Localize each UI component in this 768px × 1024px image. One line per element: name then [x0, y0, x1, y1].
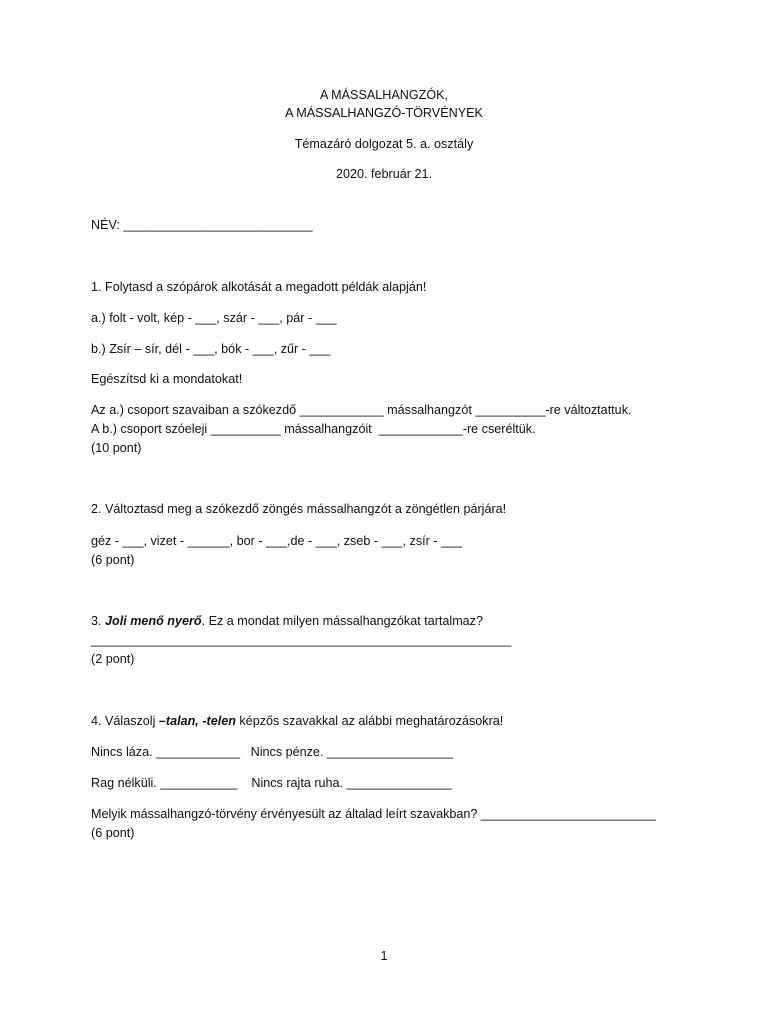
- task4-prompt: [91, 713, 503, 729]
- task4-suffix: képzős szavakkal az alábbi meghatározásokra!: [235, 714, 504, 728]
- task4-prefix: 4. Válaszolj: [91, 714, 159, 728]
- task1-sentence-2: A b.) csoport szóeleji __________ mássalhangzóit ____________-re cseréltük.: [91, 422, 536, 436]
- date: 2020. február 21.: [336, 167, 432, 181]
- task3-answer-line: ____________________________________________________________: [91, 633, 512, 647]
- task4-emphasis: –talan, -telen: [158, 714, 236, 728]
- task3-emphasis: Joli menő nyerő: [105, 614, 202, 628]
- task1-points: (10 pont): [91, 441, 142, 455]
- title-line-1: A MÁSSALHANGZÓK,: [319, 88, 449, 102]
- task3-prompt: [91, 613, 483, 629]
- task2-prompt: 2. Változtasd meg a szókezdő zöngés mássalhangzót a zöngétlen párjára!: [91, 502, 507, 516]
- task3-suffix: . Ez a mondat milyen mássalhangzókat tartalmaz?: [201, 614, 483, 628]
- task1-prompt: 1. Folytasd a szópárok alkotását a megadott példák alapján!: [91, 280, 427, 294]
- page-number: 1: [380, 949, 388, 963]
- task4-points: (6 pont): [91, 826, 135, 840]
- task2-row: géz - ___, vizet - ______, bor - ___,de - ___, zseb - ___, zsír - ___: [91, 534, 463, 548]
- task3-prefix: 3.: [91, 614, 106, 628]
- task2-points: (6 pont): [91, 553, 135, 567]
- task1-row-b: b.) Zsír – sír, dél - ___, bók - ___, zűr - ___: [91, 342, 331, 356]
- task4-question: Melyik mássalhangzó-törvény érvényesült az általad leírt szavakban? _________________________: [91, 807, 656, 821]
- task4-row-1: Nincs láza. ____________ Nincs pénze. __________________: [91, 745, 454, 759]
- subtitle: Témazáró dolgozat 5. a. osztály: [294, 137, 474, 151]
- name-field: NÉV: ___________________________: [91, 218, 313, 232]
- title-line-2: A MÁSSALHANGZÓ-TÖRVÉNYEK: [285, 106, 483, 120]
- task1-row-a: a.) folt - volt, kép - ___, szár - ___, pár - ___: [91, 311, 337, 325]
- task1-sentence-1: Az a.) csoport szavaiban a szókezdő ____________ mássalhangzót __________-re változtattuk.: [91, 403, 632, 417]
- task1-instruction: Egészítsd ki a mondatokat!: [91, 372, 243, 386]
- task3-points: (2 pont): [91, 652, 135, 666]
- task4-row-2: Rag nélküli. ___________ Nincs rajta ruha. _______________: [91, 776, 452, 790]
